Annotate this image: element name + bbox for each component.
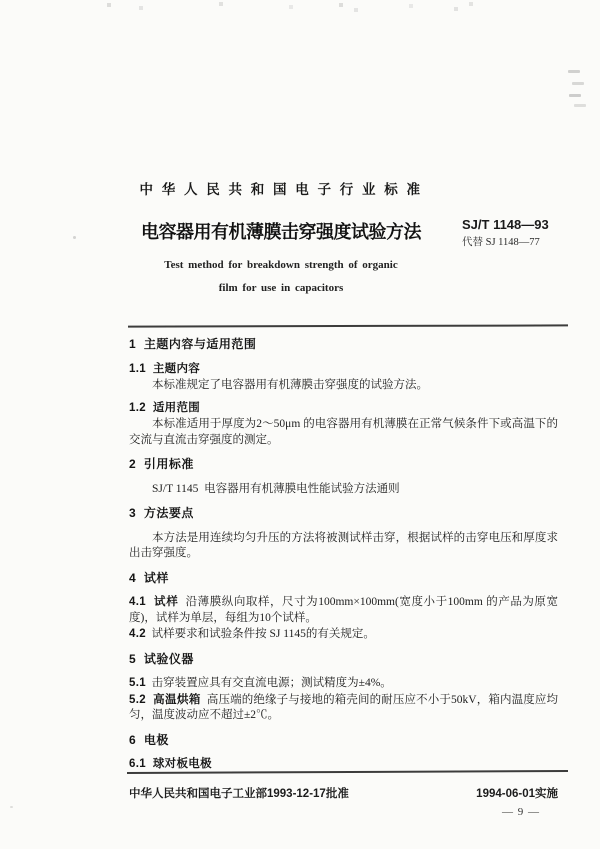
- clause-number: 5.2 高温烘箱: [129, 693, 201, 706]
- clause-heading: 6.1 球对板电极: [129, 758, 212, 770]
- clause-text: 沿薄膜纵向取样，尺寸为100mm×100mm(宽度小于100mm 的产品为原宽度)，试样为单层，每组为10个试样。: [129, 596, 558, 624]
- scan-speck: [73, 236, 76, 239]
- document-title-zh: 电容器用有机薄膜击穿强度试验方法: [141, 222, 421, 242]
- clause-number: 5.1: [129, 677, 146, 689]
- paragraph: [129, 595, 558, 626]
- standard-org-line: 中 华 人 民 共 和 国 电 子 行 业 标 准: [139, 182, 423, 197]
- document-header: [128, 182, 434, 294]
- implementation-text: 1994-06-01实施: [476, 788, 558, 800]
- document-title-en-line2: film for use in capacitors: [218, 282, 344, 294]
- clause-heading: 1.2 适用范围: [129, 401, 201, 414]
- approval-text: 中华人民共和国电子工业部1993-12-17批准: [129, 788, 349, 800]
- clause-number: 4.2: [129, 628, 146, 640]
- header-divider-rule: [128, 324, 568, 327]
- page-number: — 9 —: [502, 806, 540, 818]
- standard-number-block: [462, 217, 549, 249]
- clause-text: 击穿装置应具有交直流电源；测试精度为±4%。: [145, 677, 392, 689]
- document-title-en-line1: Test method for breakdown strength of organic: [164, 259, 398, 271]
- section-heading: 6 电极: [129, 732, 169, 747]
- paragraph: SJ/T 1145 电容器用有机薄膜电性能试验方法通则: [152, 482, 400, 495]
- clause-heading: 1.1 主题内容: [129, 362, 201, 375]
- paragraph: [129, 627, 558, 643]
- paragraph: 本标准规定了电容器用有机薄膜击穿强度的试验方法。: [152, 379, 428, 391]
- scan-smudge-right-edge: [568, 70, 580, 73]
- section-heading: 4 试样: [129, 570, 169, 585]
- clause-number: 4.1 试样: [129, 596, 179, 608]
- document-body: [129, 334, 558, 773]
- scan-noise-top-edge: [100, 2, 102, 4]
- section-heading: 3 方法要点: [129, 506, 194, 520]
- section-heading: 1 主题内容与适用范围: [129, 337, 257, 351]
- scan-speck: [10, 806, 13, 808]
- document-footer: [129, 785, 558, 801]
- section-heading: 2 引用标准: [129, 457, 194, 471]
- paragraph: 本方法是用连续均匀升压的方法将被测试样击穿，根据试样的击穿电压和厚度求出击穿强度。: [129, 531, 558, 559]
- paragraph: 本标准适用于厚度为2～50μm 的电容器用有机薄膜在正常气候条件下或高温下的交流与直流击穿强度的测定。: [129, 418, 558, 446]
- clause-text: 高压端的绝缘子与接地的箱壳间的耐压应不小于50kV，箱内温度应均匀，温度波动应不超过±2℃。: [129, 693, 559, 721]
- paragraph: [129, 693, 558, 724]
- clause-text: 试样要求和试验条件按 SJ 1145的有关规定。: [145, 628, 375, 640]
- standard-number: SJ/T 1148—93: [462, 217, 549, 232]
- paragraph: [129, 676, 558, 692]
- section-heading: 5 试验仪器: [129, 651, 194, 666]
- replaced-standard: 代替 SJ 1148—77: [462, 237, 540, 248]
